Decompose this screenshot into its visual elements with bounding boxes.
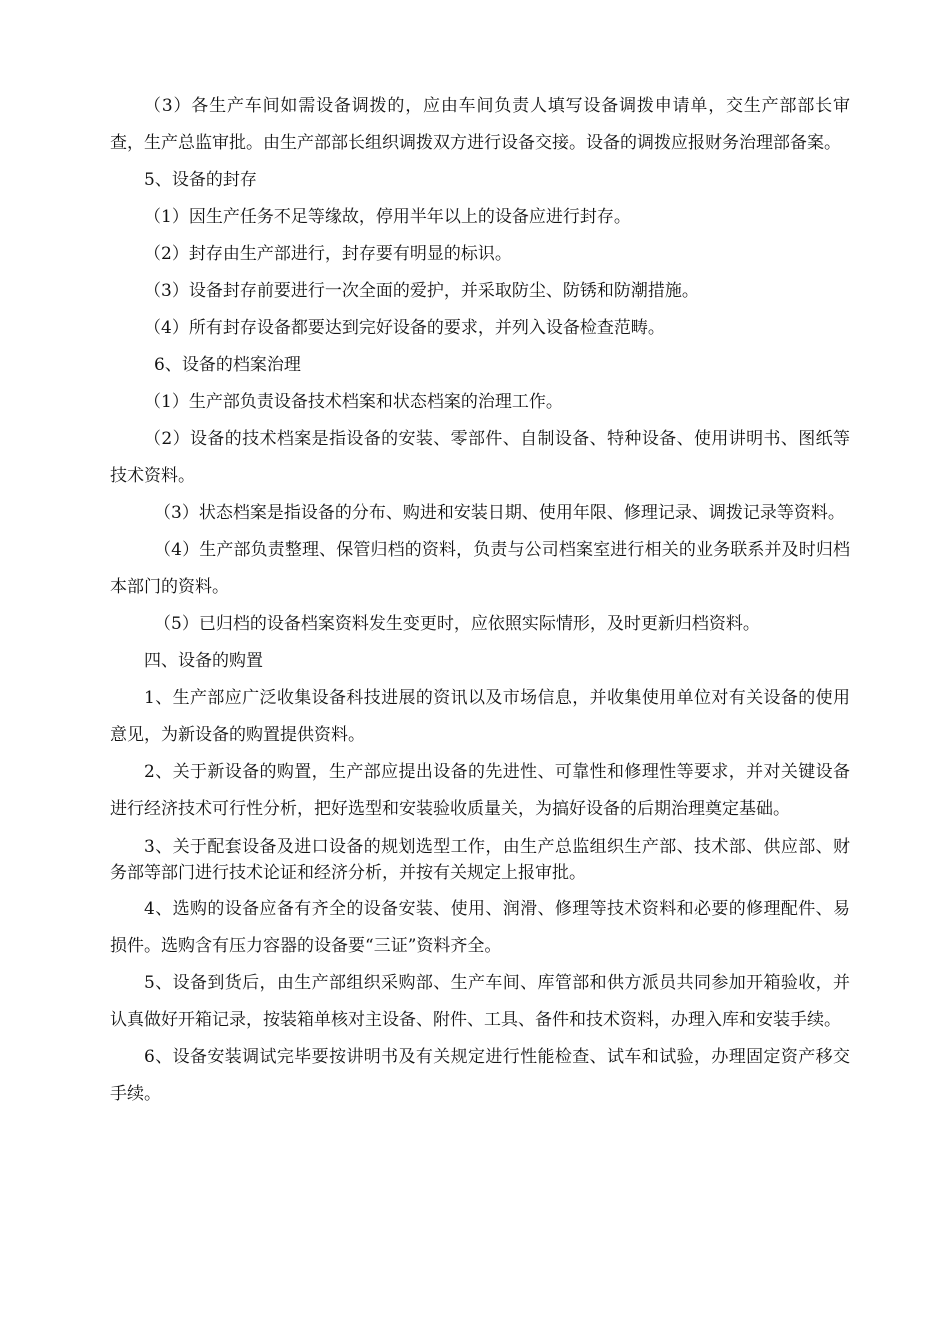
paragraph-archives-5: （5）已归档的设备档案资料发生变更时，应依照实际情形，及时更新归档资料。: [154, 614, 760, 634]
paragraph-sealing-2: （2）封存由生产部进行，封存要有明显的标识。: [144, 244, 512, 264]
paragraph-purchase-1: 1、生产部应广泛收集设备科技进展的资讯以及市场信息，并收集使用单位对有关设备的使用意见，为新设备的购置提供资料。: [110, 688, 850, 745]
paragraph-3-equipment-transfer: （3）各生产车间如需设备调拨的，应由车间负责人填写设备调拨申请单，交生产部部长审查，生产总监审批。由生产部部长组织调拨双方进行设备交接。设备的调拨应报财务治理部备案。: [110, 96, 850, 153]
paragraph-archives-1: （1）生产部负责设备技术档案和状态档案的治理工作。: [144, 392, 563, 412]
paragraph-sealing-4: （4）所有封存设备都要达到完好设备的要求，并列入设备检查范畴。: [144, 318, 665, 338]
paragraph-purchase-2: 2、关于新设备的购置，生产部应提出设备的先进性、可靠性和修理性等要求，并对关键设备进行经济技术可行性分析，把好选型和安装验收质量关，为搞好设备的后期治理奠定基础。: [110, 762, 850, 819]
section-heading-5-sealing: 5、设备的封存: [144, 170, 257, 190]
section-heading-4-purchase: 四、设备的购置: [144, 651, 263, 671]
section-heading-6-archives: 6、设备的档案治理: [154, 355, 301, 375]
paragraph-sealing-3: （3）设备封存前要进行一次全面的爱护，并采取防尘、防锈和防潮措施。: [144, 281, 699, 301]
document-body: [110, 88, 850, 1113]
paragraph-archives-4: （4）生产部负责整理、保管归档的资料，负责与公司档案室进行相关的业务联系并及时归档本部门的资料。: [110, 540, 850, 597]
paragraph-purchase-3: 3、关于配套设备及进口设备的规划选型工作，由生产总监组织生产部、技术部、供应部、财务部等部门进行技术论证和经济分析，并按有关规定上报审批。: [110, 837, 850, 883]
paragraph-purchase-4: 4、选购的设备应备有齐全的设备安装、使用、润滑、修理等技术资料和必要的修理配件、易损件。选购含有压力容器的设备要“三证”资料齐全。: [110, 899, 850, 956]
paragraph-archives-3: （3）状态档案是指设备的分布、购进和安装日期、使用年限、修理记录、调拨记录等资料。: [154, 503, 845, 523]
paragraph-sealing-1: （1）因生产任务不足等缘故，停用半年以上的设备应进行封存。: [144, 207, 631, 227]
paragraph-purchase-6: 6、设备安装调试完毕要按讲明书及有关规定进行性能检查、试车和试验，办理固定资产移交手续。: [110, 1047, 850, 1104]
paragraph-purchase-5: 5、设备到货后，由生产部组织采购部、生产车间、库管部和供方派员共同参加开箱验收，并认真做好开箱记录，按装箱单核对主设备、附件、工具、备件和技术资料，办理入库和安装手续。: [110, 973, 850, 1030]
paragraph-archives-2: （2）设备的技术档案是指设备的安装、零部件、自制设备、特种设备、使用讲明书、图纸等技术资料。: [110, 429, 850, 486]
